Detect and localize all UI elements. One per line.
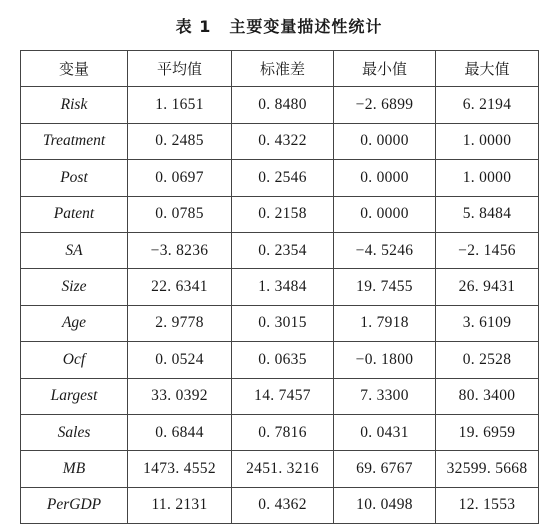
variable-name: Treatment <box>21 123 128 159</box>
header-row <box>21 51 539 87</box>
table-row <box>21 87 539 123</box>
header-std-dev: 标准差 <box>232 51 334 87</box>
min-value: 69. 6767 <box>334 451 436 487</box>
max-value: 12. 1553 <box>436 487 539 523</box>
table-row <box>21 123 539 159</box>
header-variable: 变量 <box>21 51 128 87</box>
mean-value: 0. 0785 <box>128 196 232 232</box>
mean-value: 11. 2131 <box>128 487 232 523</box>
mean-value: 33. 0392 <box>128 378 232 414</box>
min-value: −0. 1800 <box>334 342 436 378</box>
header-min: 最小值 <box>334 51 436 87</box>
std-dev-value: 0. 8480 <box>232 87 334 123</box>
variable-name: Post <box>21 160 128 196</box>
variable-name: Risk <box>21 87 128 123</box>
variable-name: Sales <box>21 414 128 450</box>
min-value: 0. 0000 <box>334 160 436 196</box>
min-value: 0. 0000 <box>334 123 436 159</box>
table-row <box>21 378 539 414</box>
mean-value: 1. 1651 <box>128 87 232 123</box>
table-row <box>21 342 539 378</box>
table-row <box>21 269 539 305</box>
variable-name: MB <box>21 451 128 487</box>
min-value: −2. 6899 <box>334 87 436 123</box>
std-dev-value: 0. 2354 <box>232 232 334 268</box>
max-value: 0. 2528 <box>436 342 539 378</box>
variable-name: Age <box>21 305 128 341</box>
std-dev-value: 2451. 3216 <box>232 451 334 487</box>
variable-name: Largest <box>21 378 128 414</box>
std-dev-value: 0. 0635 <box>232 342 334 378</box>
table-number: 表 1 <box>175 17 212 36</box>
std-dev-value: 0. 2546 <box>232 160 334 196</box>
std-dev-value: 1. 3484 <box>232 269 334 305</box>
max-value: 1. 0000 <box>436 123 539 159</box>
mean-value: 0. 2485 <box>128 123 232 159</box>
descriptive-statistics-table <box>20 50 539 524</box>
mean-value: 22. 6341 <box>128 269 232 305</box>
mean-value: 1473. 4552 <box>128 451 232 487</box>
table-row <box>21 451 539 487</box>
variable-name: SA <box>21 232 128 268</box>
table-row <box>21 305 539 341</box>
table-row <box>21 196 539 232</box>
min-value: 0. 0431 <box>334 414 436 450</box>
table-row <box>21 414 539 450</box>
std-dev-value: 0. 7816 <box>232 414 334 450</box>
variable-name: Ocf <box>21 342 128 378</box>
min-value: 0. 0000 <box>334 196 436 232</box>
min-value: 7. 3300 <box>334 378 436 414</box>
max-value: 19. 6959 <box>436 414 539 450</box>
min-value: 10. 0498 <box>334 487 436 523</box>
max-value: 6. 2194 <box>436 87 539 123</box>
std-dev-value: 0. 2158 <box>232 196 334 232</box>
mean-value: 0. 0697 <box>128 160 232 196</box>
mean-value: 2. 9778 <box>128 305 232 341</box>
std-dev-value: 0. 4322 <box>232 123 334 159</box>
variable-name: Patent <box>21 196 128 232</box>
max-value: 32599. 5668 <box>436 451 539 487</box>
min-value: 1. 7918 <box>334 305 436 341</box>
std-dev-value: 0. 4362 <box>232 487 334 523</box>
max-value: 80. 3400 <box>436 378 539 414</box>
header-max: 最大值 <box>436 51 539 87</box>
max-value: 3. 6109 <box>436 305 539 341</box>
mean-value: 0. 6844 <box>128 414 232 450</box>
table-caption <box>0 14 558 37</box>
table-row <box>21 232 539 268</box>
table-title: 主要变量描述性统计 <box>229 17 383 36</box>
max-value: 5. 8484 <box>436 196 539 232</box>
variable-name: PerGDP <box>21 487 128 523</box>
max-value: 26. 9431 <box>436 269 539 305</box>
max-value: −2. 1456 <box>436 232 539 268</box>
table-row <box>21 160 539 196</box>
min-value: 19. 7455 <box>334 269 436 305</box>
mean-value: −3. 8236 <box>128 232 232 268</box>
std-dev-value: 14. 7457 <box>232 378 334 414</box>
table-row <box>21 487 539 523</box>
mean-value: 0. 0524 <box>128 342 232 378</box>
variable-name: Size <box>21 269 128 305</box>
header-mean: 平均值 <box>128 51 232 87</box>
max-value: 1. 0000 <box>436 160 539 196</box>
std-dev-value: 0. 3015 <box>232 305 334 341</box>
min-value: −4. 5246 <box>334 232 436 268</box>
